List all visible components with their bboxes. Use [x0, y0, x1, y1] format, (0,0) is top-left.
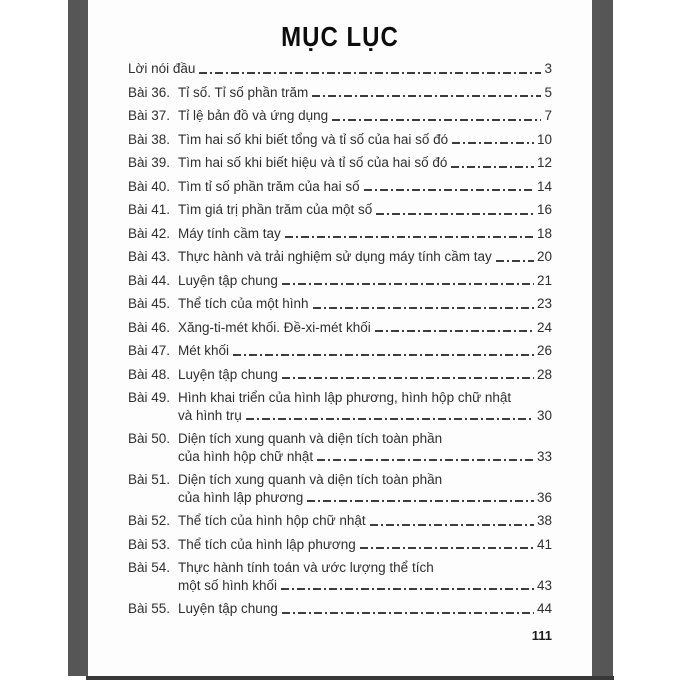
toc-entry-line [128, 448, 552, 466]
entry-title: Tìm tỉ số phần trăm của hai số [178, 178, 360, 194]
toc-entry-line [128, 295, 552, 313]
entry-page-number: 16 [536, 202, 552, 217]
toc-entry-line [128, 471, 552, 489]
toc-entry [128, 131, 552, 149]
page-number: 111 [531, 627, 552, 643]
page-shadow-right-strip [592, 0, 613, 676]
entry-label: Bài 52. [128, 513, 171, 528]
entry-label: Bài 48. [128, 366, 171, 382]
entry-label: Bài 38. [128, 131, 171, 147]
toc-entry [128, 248, 552, 266]
entry-label: Bài 53. [128, 536, 171, 552]
toc-entry [128, 559, 552, 594]
toc-entry-line [128, 489, 552, 507]
toc-entry [128, 107, 552, 125]
entry-page-number: 28 [536, 366, 552, 382]
dotted-leader [312, 95, 541, 97]
toc-entry [128, 178, 552, 196]
toc-entry-line [128, 107, 552, 125]
dotted-leader [375, 330, 534, 332]
toc-page [88, 0, 592, 676]
entry-page-number: 12 [536, 155, 552, 170]
toc-entry [128, 366, 552, 384]
dotted-leader [360, 547, 534, 549]
page-shadow-left-strip [68, 0, 88, 676]
dotted-leader [307, 500, 534, 502]
dotted-leader [199, 72, 541, 74]
entry-page-number: 7 [544, 108, 552, 123]
dotted-leader [332, 119, 541, 121]
entry-page-number: 38 [536, 513, 552, 528]
entry-label: Bài 40. [128, 178, 171, 194]
entry-label: Bài 36. [128, 84, 171, 100]
entry-page-number: 20 [536, 249, 552, 264]
entry-title: Luyện tập chung [178, 272, 278, 288]
entry-page-number: 26 [536, 343, 552, 358]
entry-page-number: 3 [544, 61, 552, 76]
toc-entry-line [128, 154, 552, 172]
toc-entry-line [128, 512, 552, 530]
entry-page-number: 23 [536, 296, 552, 311]
entry-label: Bài 50. [128, 431, 171, 446]
entry-page-number: 5 [544, 84, 552, 100]
toc-entry-line [128, 430, 552, 448]
entry-title: một số hình khối [178, 577, 278, 593]
entry-label: Bài 43. [128, 249, 171, 264]
entry-label: Bài 39. [128, 155, 171, 170]
entry-title: Luyện tập chung [178, 601, 278, 616]
entry-label: Bài 51. [128, 472, 171, 487]
entry-title: Thực hành tính toán và ước lượng thể tích [178, 560, 434, 575]
entry-title: Hình khai triển của hình lập phương, hình hộp chữ nhật [178, 390, 512, 405]
toc-entry [128, 319, 552, 337]
dotted-leader [451, 166, 534, 168]
entry-label: Bài 44. [128, 272, 171, 288]
toc-entry-line [128, 407, 552, 425]
entry-page-number: 21 [536, 272, 552, 288]
toc-entry [128, 342, 552, 360]
toc-entry-line [128, 366, 552, 384]
entry-title: Thực hành và trải nghiệm sử dụng máy tính cầm tay [178, 249, 492, 264]
toc-entry-line [128, 201, 552, 219]
dotted-leader [282, 283, 534, 285]
toc-entry-line [128, 84, 552, 102]
entry-page-number: 24 [536, 319, 552, 335]
entry-title: Thể tích của một hình [178, 296, 309, 311]
entry-title: và hình trụ [178, 407, 242, 423]
entry-page-number: 41 [536, 536, 552, 552]
entry-title: của hình lập phương [178, 489, 304, 505]
entry-title: Lời nói đầu [128, 61, 196, 76]
entry-title: Luyện tập chung [178, 366, 278, 382]
dotted-leader [496, 260, 534, 262]
toc-entry [128, 512, 552, 530]
toc-entry-line [128, 536, 552, 554]
entry-title: Mét khối [178, 343, 230, 358]
entry-title: Tỉ lệ bản đồ và ứng dụng [178, 108, 329, 123]
page-shadow-bottom-bar [86, 676, 614, 680]
dotted-leader [233, 354, 534, 356]
entry-title: Tìm giá trị phần trăm của một số [178, 202, 373, 217]
entry-label: Bài 41. [128, 202, 171, 217]
toc-entry-line [128, 559, 552, 577]
toc-entry [128, 201, 552, 219]
entry-page-number: 43 [536, 577, 552, 593]
dotted-leader [317, 459, 534, 461]
toc-entry-line [128, 389, 552, 407]
entry-label: Bài 47. [128, 343, 171, 358]
entry-label: Bài 42. [128, 225, 171, 241]
entry-label [128, 448, 178, 466]
dotted-leader [281, 588, 534, 590]
toc-entry-line [128, 600, 552, 618]
toc-title: MỤC LỤC [281, 21, 399, 53]
toc-list [128, 60, 552, 618]
entry-page-number: 10 [536, 131, 552, 147]
toc-entry [128, 471, 552, 506]
toc-entry [128, 272, 552, 290]
dotted-leader [313, 307, 534, 309]
dotted-leader [246, 418, 534, 420]
entry-page-number: 36 [536, 489, 552, 505]
toc-entry-line [128, 248, 552, 266]
entry-title: Tìm hai số khi biết hiệu và tỉ số của hai số đó [178, 155, 448, 170]
dotted-leader [452, 142, 534, 144]
toc-entry [128, 84, 552, 102]
entry-title: của hình hộp chữ nhật [178, 448, 314, 464]
entry-page-number: 33 [536, 448, 552, 464]
entry-label: Bài 54. [128, 560, 171, 575]
dotted-leader [376, 213, 534, 215]
entry-label: Bài 49. [128, 390, 171, 405]
toc-entry [128, 154, 552, 172]
entry-page-number: 44 [536, 601, 552, 616]
entry-label [128, 577, 178, 595]
entry-label [128, 489, 178, 507]
toc-entry-line [128, 178, 552, 196]
toc-entry-line [128, 577, 552, 595]
entry-page-number: 18 [536, 225, 552, 241]
entry-title: Diện tích xung quanh và diện tích toàn phần [178, 472, 443, 487]
toc-entry [128, 389, 552, 424]
toc-entry [128, 225, 552, 243]
entry-page-number: 14 [536, 178, 552, 194]
toc-entry-line [128, 131, 552, 149]
toc-entry [128, 430, 552, 465]
toc-entry-line [128, 225, 552, 243]
toc-entry [128, 536, 552, 554]
entry-title: Thể tích của hình hộp chữ nhật [178, 513, 366, 528]
entry-title: Xăng-ti-mét khối. Đề-xi-mét khối [178, 319, 371, 335]
dotted-leader [370, 524, 534, 526]
dotted-leader [285, 236, 534, 238]
toc-entry-line [128, 342, 552, 360]
dotted-leader [282, 377, 534, 379]
entry-label: Bài 46. [128, 319, 171, 335]
entry-label: Bài 37. [128, 108, 171, 123]
toc-entry [128, 295, 552, 313]
entry-label [128, 407, 178, 425]
entry-label: Bài 45. [128, 296, 171, 311]
dotted-leader [364, 189, 534, 191]
entry-label: Bài 55. [128, 601, 171, 616]
entry-title: Tỉ số. Tỉ số phần trăm [178, 84, 309, 100]
toc-entry [128, 600, 552, 618]
toc-entry-line [128, 272, 552, 290]
entry-page-number: 30 [536, 407, 552, 423]
toc-entry [128, 60, 552, 78]
toc-entry-line [128, 60, 552, 78]
entry-title: Máy tính cầm tay [178, 225, 281, 241]
toc-entry-line [128, 319, 552, 337]
dotted-leader [282, 612, 534, 614]
entry-title: Thể tích của hình lập phương [178, 536, 356, 552]
entry-title: Diện tích xung quanh và diện tích toàn phần [178, 431, 443, 446]
entry-title: Tìm hai số khi biết tổng và tỉ số của hai số đó [178, 131, 449, 147]
